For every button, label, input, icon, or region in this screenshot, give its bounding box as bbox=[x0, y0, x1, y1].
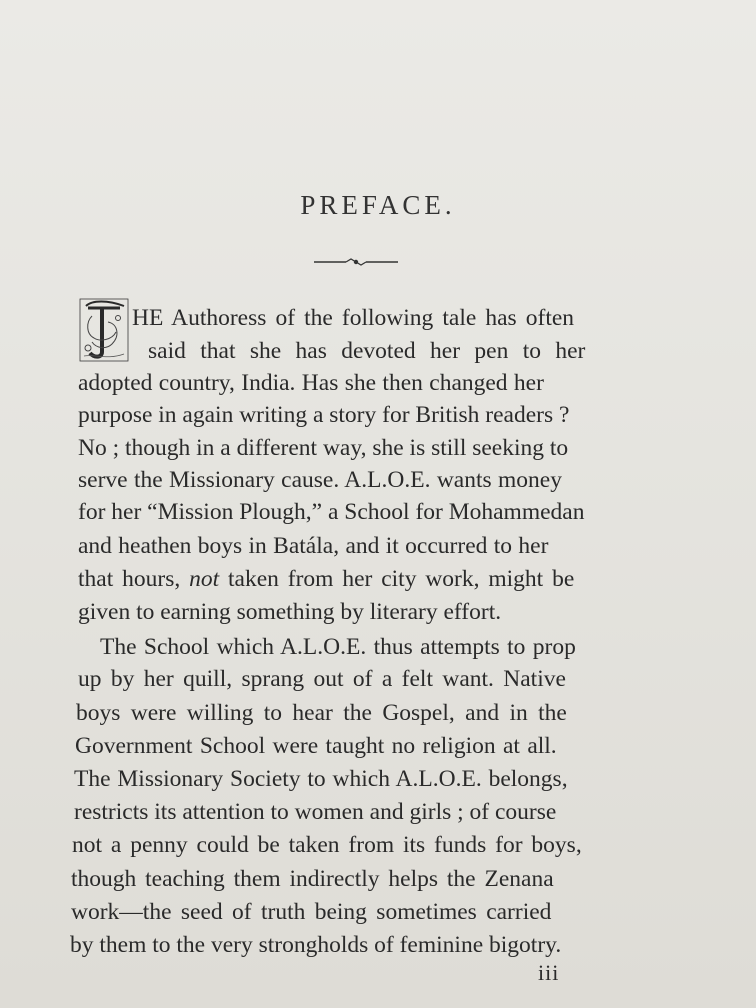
text-line-6: serve the Missionary cause. A.L.O.E. wants money bbox=[78, 467, 562, 493]
drop-cap-ornament bbox=[78, 296, 130, 364]
text-line-9-start: that hours, bbox=[78, 566, 190, 592]
ornament-divider bbox=[312, 255, 400, 269]
text-line-18: though teaching them indirectly helps the Zenana bbox=[71, 866, 554, 892]
text-line-10: given to earning something by literary effort. bbox=[78, 599, 502, 625]
text-line-1: HE Authoress of the following tale has often bbox=[132, 305, 575, 331]
text-line-16: restricts its attention to women and girls ; of course bbox=[74, 799, 557, 825]
text-line-8: and heathen boys in Batála, and it occurred to her bbox=[78, 533, 549, 559]
text-line-2: said that she has devoted her pen to her bbox=[148, 338, 586, 364]
text-line-7: for her “Mission Plough,” a School for Mohammedan bbox=[78, 499, 585, 525]
text-line-20: by them to the very strongholds of feminine bigotry. bbox=[70, 932, 562, 958]
text-line-3: adopted country, India. Has she then changed her bbox=[78, 370, 544, 396]
text-line-15: The Missionary Society to which A.L.O.E. belongs, bbox=[74, 766, 568, 792]
text-line-19: work—the seed of truth being sometimes carried bbox=[71, 899, 552, 925]
page-number: iii bbox=[538, 960, 560, 985]
text-line-5: No ; though in a different way, she is still seeking to bbox=[78, 435, 569, 461]
text-line-17: not a penny could be taken from its funds for boys, bbox=[72, 832, 582, 858]
text-line-9 bbox=[78, 565, 574, 595]
text-line-13: boys were willing to hear the Gospel, and in the bbox=[76, 700, 567, 726]
text-line-9-end: taken from her city work, might be bbox=[219, 566, 575, 592]
text-line-11: The School which A.L.O.E. thus attempts to prop bbox=[100, 634, 576, 660]
text-line-12: up by her quill, sprang out of a felt want. Native bbox=[78, 666, 566, 692]
text-line-14: Government School were taught no religion at all. bbox=[75, 733, 557, 759]
text-line-4: purpose in again writing a story for British readers ? bbox=[78, 402, 570, 428]
page-title: PREFACE. bbox=[300, 190, 456, 220]
emphasis-not: not bbox=[189, 566, 220, 592]
